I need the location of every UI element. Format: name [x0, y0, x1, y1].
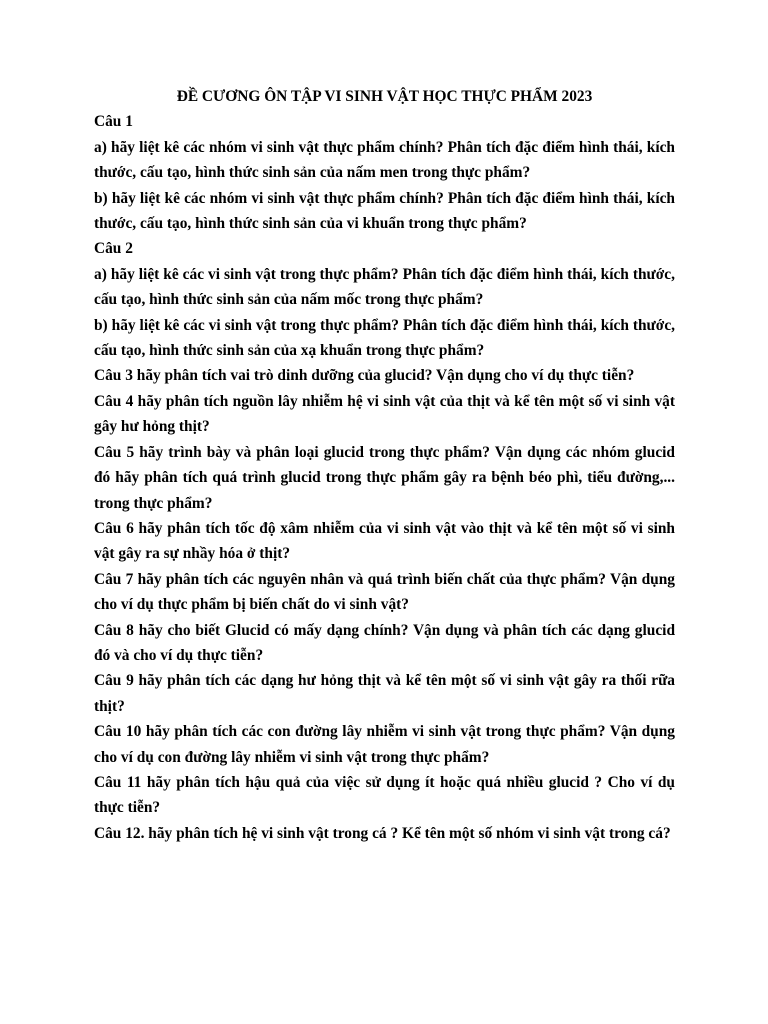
question-6: Câu 6 hãy phân tích tốc độ xâm nhiễm của vi sinh vật vào thịt và kể tên một số vi sinh vật gây ra sự nhầy hóa ở thịt? [94, 519, 675, 563]
question-2a: a) hãy liệt kê các vi sinh vật trong thực phẩm? Phân tích đặc điểm hình thái, kích thước, cấu tạo, hình thức sinh sản của nấm mốc trong thực phẩm? [94, 265, 675, 309]
question-heading-2: Câu 2 [94, 240, 133, 258]
question-10: Câu 10 hãy phân tích các con đường lây nhiễm vi sinh vật trong thực phẩm? Vận dụng cho ví dụ con đường lây nhiễm vi sinh vật trong thực phẩm? [94, 723, 675, 766]
question-1a: a) hãy liệt kê các nhóm vi sinh vật thực phẩm chính? Phân tích đặc điểm hình thái, kích thước, cấu tạo, hình thức sinh sản của nấm men trong thực phẩm? [94, 138, 675, 182]
question-4: Câu 4 hãy phân tích nguồn lây nhiễm hệ vi sinh vật của thịt và kể tên một số vi sinh vật gây hư hỏng thịt? [94, 392, 675, 436]
question-3: Câu 3 hãy phân tích vai trò dinh dưỡng của glucid? Vận dụng cho ví dụ thực tiễn? [94, 367, 635, 385]
question-12: Câu 12. hãy phân tích hệ vi sinh vật trong cá ? Kể tên một số nhóm vi sinh vật trong cá? [94, 824, 671, 842]
question-7: Câu 7 hãy phân tích các nguyên nhân và quá trình biến chất của thực phẩm? Vận dụng cho ví dụ thực phẩm bị biến chất do vi sinh vật? [94, 570, 675, 614]
question-8: Câu 8 hãy cho biết Glucid có mấy dạng chính? Vận dụng và phân tích các dạng glucid đó và cho ví dụ thực tiễn? [94, 621, 675, 664]
question-9: Câu 9 hãy phân tích các dạng hư hỏng thịt và kể tên một số vi sinh vật gây ra thối rữa thịt? [94, 672, 675, 715]
question-11: Câu 11 hãy phân tích hậu quả của việc sử dụng ít hoặc quá nhiều glucid ? Cho ví dụ thực tiễn? [94, 773, 675, 817]
question-heading-1: Câu 1 [94, 113, 133, 131]
document-page [94, 84, 675, 846]
question-1b: b) hãy liệt kê các nhóm vi sinh vật thực phẩm chính? Phân tích đặc điểm hình thái, kích thước, cấu tạo, hình thức sinh sản của vi khuẩn trong thực phẩm? [94, 189, 675, 233]
question-5: Câu 5 hãy trình bày và phân loại glucid trong thực phẩm? Vận dụng các nhóm glucid đó hãy phân tích quá trình glucid trong thực phẩm gây ra bệnh béo phì, tiểu đường,... trong thực phẩm? [94, 443, 675, 512]
question-2b: b) hãy liệt kê các vi sinh vật trong thực phẩm? Phân tích đặc điểm hình thái, kích thước, cấu tạo, hình thức sinh sản của xạ khuẩn trong thực phẩm? [94, 316, 675, 360]
document-title: ĐỀ CƯƠNG ÔN TẬP VI SINH VẬT HỌC THỰC PHẨM 2023 [176, 88, 593, 105]
